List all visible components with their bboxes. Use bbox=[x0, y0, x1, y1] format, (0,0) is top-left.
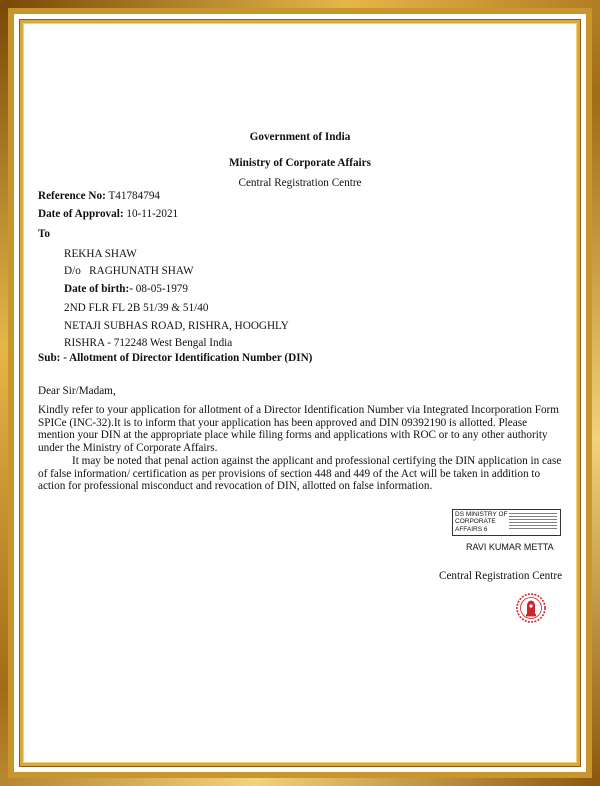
signature-details-lines bbox=[509, 513, 557, 531]
salutation: Dear Sir/Madam, bbox=[38, 385, 116, 397]
address-line-3: RISHRA - 712248 West Bengal India bbox=[64, 337, 233, 349]
header-ministry: Ministry of Corporate Affairs bbox=[229, 157, 371, 169]
relation-label: D/o bbox=[64, 265, 81, 277]
approval-value: 10-11-2021 bbox=[126, 208, 179, 220]
signing-office: Central Registration Centre bbox=[439, 570, 563, 582]
dob-label: Date of birth:- bbox=[64, 283, 133, 295]
to-label: To bbox=[38, 228, 51, 240]
dob-row bbox=[64, 283, 188, 296]
approval-row bbox=[38, 208, 178, 221]
digital-signature-box bbox=[452, 509, 561, 536]
signature-box-text: DS MINISTRY OF CORPORATE AFFAIRS 6 bbox=[455, 511, 508, 533]
header-government: Government of India bbox=[249, 131, 351, 143]
dob-value: 08-05-1979 bbox=[135, 283, 188, 295]
signer-name: RAVI KUMAR METTA bbox=[466, 542, 554, 552]
address-line-2: NETAJI SUBHAS ROAD, RISHRA, HOOGHLY bbox=[64, 320, 289, 332]
national-emblem-seal-icon bbox=[515, 592, 547, 624]
relation-row bbox=[64, 265, 194, 278]
subject-line: Sub: - Allotment of Director Identification Number (DIN) bbox=[38, 352, 313, 364]
addressee-name: REKHA SHAW bbox=[64, 248, 137, 260]
reference-label: Reference No: bbox=[38, 190, 106, 202]
header-centre: Central Registration Centre bbox=[238, 177, 362, 189]
paragraph-penal-notice: It may be noted that penal action against the applicant and professional certifying the DIN application in case of false information/ certification as per provisions of section 448 and 449 of the Act will be taken in addition to action for professional misconduct and revocation of DIN, allotted on false information. bbox=[38, 455, 562, 493]
relation-name: RAGHUNATH SHAW bbox=[89, 265, 194, 277]
reference-value: T41784794 bbox=[108, 190, 161, 202]
approval-label: Date of Approval: bbox=[38, 208, 124, 220]
reference-row bbox=[38, 190, 160, 203]
address-line-1: 2ND FLR FL 2B 51/39 & 51/40 bbox=[64, 302, 209, 314]
paragraph-intimation: Kindly refer to your application for allotment of a Director Identification Number via Integrated Incorporation Form SPICe (INC-32).It is to inform that your application has been approved and DIN 09392190 is allotted. Please mention your DIN at the appropriate place while filing forms and applications with ROC or to any other authority under the Ministry of Corporate Affairs. bbox=[38, 404, 559, 454]
